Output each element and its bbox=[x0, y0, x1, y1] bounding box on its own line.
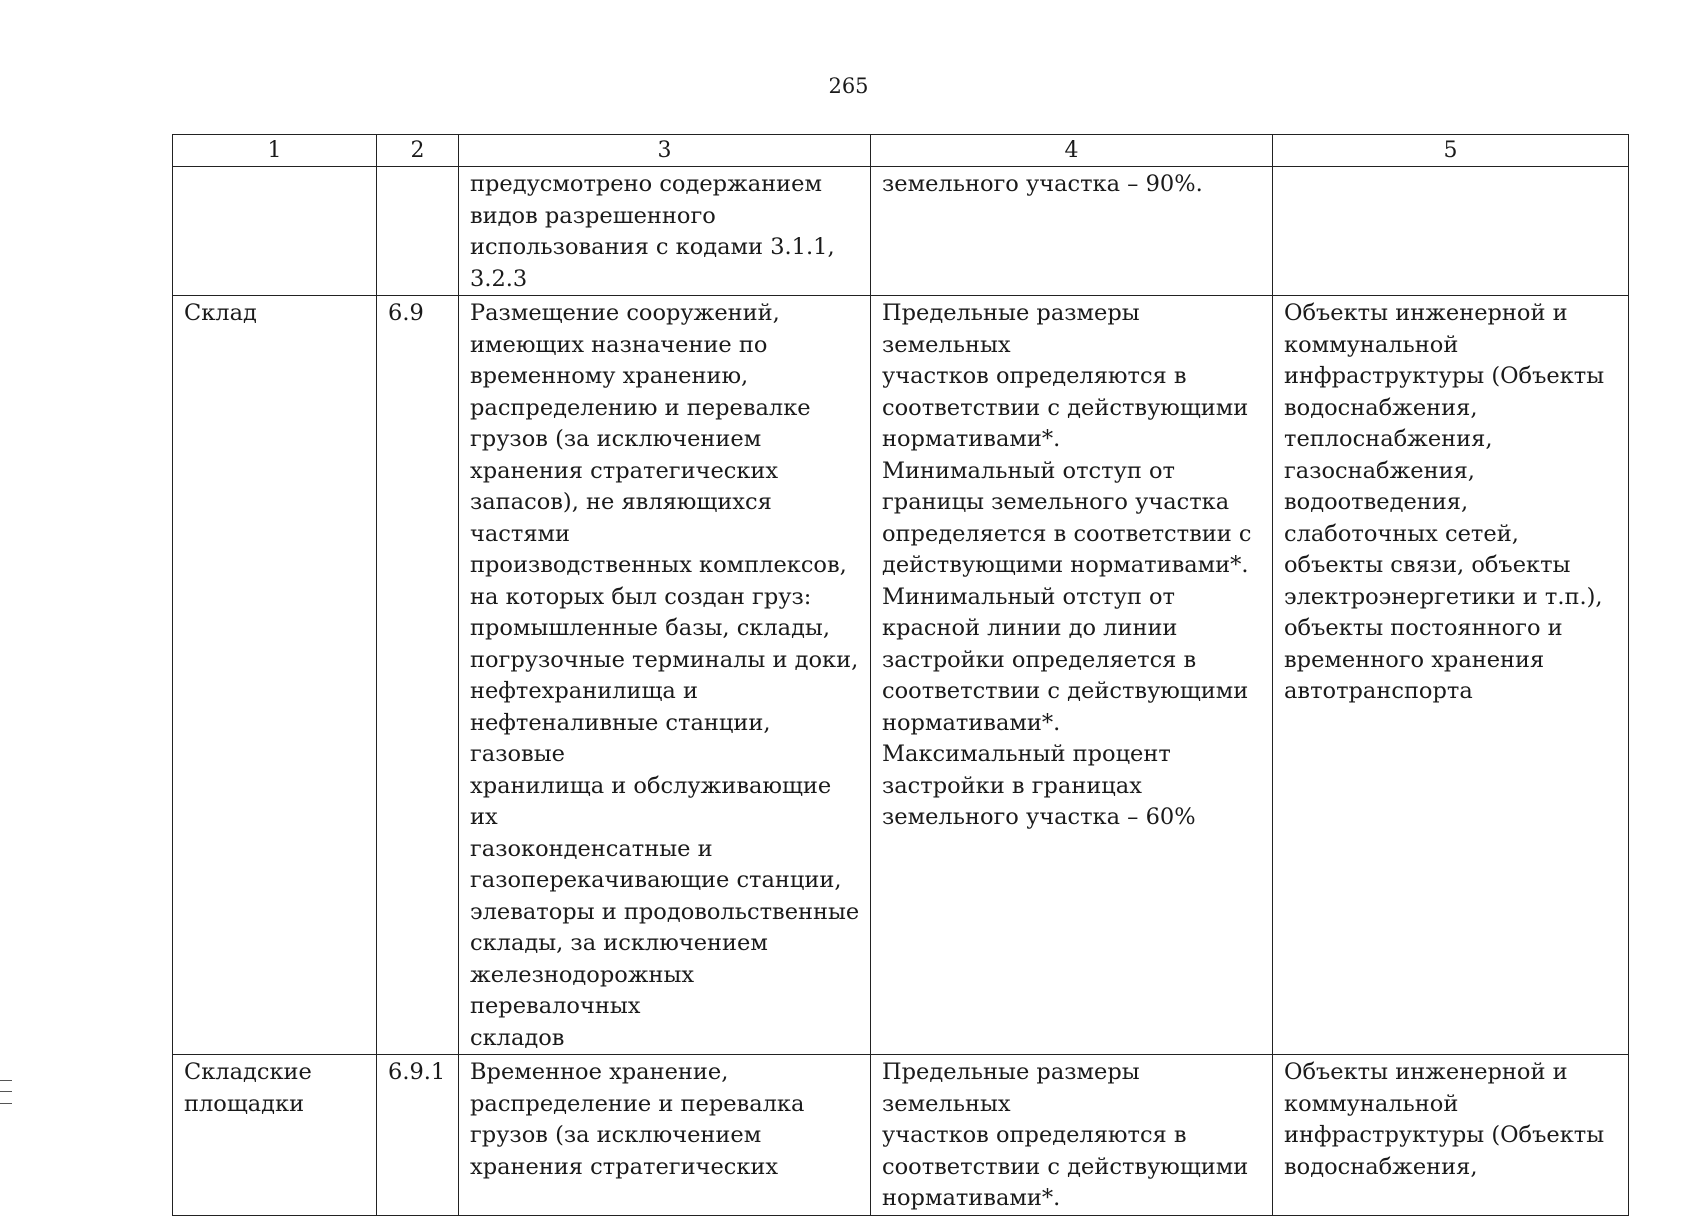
cell-use-description: Временное хранение, распределение и перевалка грузов (за исключением хранения стратегических bbox=[459, 1055, 871, 1216]
header-row bbox=[173, 135, 1629, 167]
column-header-1: 1 bbox=[173, 135, 377, 167]
cell-parameters: земельного участка – 90%. bbox=[871, 167, 1273, 296]
table-row bbox=[173, 1055, 1629, 1216]
column-header-5: 5 bbox=[1273, 135, 1629, 167]
cell-use-name bbox=[173, 167, 377, 296]
cell-use-name: Склад bbox=[173, 296, 377, 1055]
cell-use-code: 6.9 bbox=[377, 296, 459, 1055]
cell-use-code bbox=[377, 167, 459, 296]
cell-use-code: 6.9.1 bbox=[377, 1055, 459, 1216]
column-header-2: 2 bbox=[377, 135, 459, 167]
cell-use-description: Размещение сооружений, имеющих назначение по временному хранению, распределению и перевалке грузов (за исключением хранения стратегических запасов), не являющихся частями производственных комплексов, на которых был создан груз: промышленные базы, склады, погрузочные терминалы и доки, нефтехранилища и нефтеналивные станции, газовые хранилища и обслуживающие их газоконденсатные и газоперекачивающие станции, элеваторы и продовольственные склады, за исключением железнодорожных перевалочных складов bbox=[459, 296, 871, 1055]
cell-parameters: Предельные размеры земельных участков определяются в соответствии с действующими нормативами*. bbox=[871, 1055, 1273, 1216]
zoning-table bbox=[172, 134, 1629, 1216]
cell-use-description: предусмотрено содержанием видов разрешенного использования с кодами 3.1.1, 3.2.3 bbox=[459, 167, 871, 296]
scan-edge-mark bbox=[0, 1080, 12, 1104]
cell-auxiliary-uses: Объекты инженерной и коммунальной инфраструктуры (Объекты водоснабжения, bbox=[1273, 1055, 1629, 1216]
cell-auxiliary-uses bbox=[1273, 167, 1629, 296]
cell-use-name: Складские площадки bbox=[173, 1055, 377, 1216]
cell-auxiliary-uses: Объекты инженерной и коммунальной инфраструктуры (Объекты водоснабжения, теплоснабжения, газоснабжения, водоотведения, слаботочных сетей, объекты связи, объекты электроэнергетики и т.п.), объекты постоянного и временного хранения автотранспорта bbox=[1273, 296, 1629, 1055]
column-header-4: 4 bbox=[871, 135, 1273, 167]
page-number: 265 bbox=[828, 74, 869, 98]
table-row bbox=[173, 167, 1629, 296]
table-row bbox=[173, 296, 1629, 1055]
column-header-3: 3 bbox=[459, 135, 871, 167]
cell-parameters: Предельные размеры земельных участков определяются в соответствии с действующими нормативами*. Минимальный отступ от границы земельного участка определяется в соответствии с действующими нормативами*. Минимальный отступ от красной линии до линии застройки определяется в соответствии с действующими нормативами*. Максимальный процент застройки в границах земельного участка – 60% bbox=[871, 296, 1273, 1055]
